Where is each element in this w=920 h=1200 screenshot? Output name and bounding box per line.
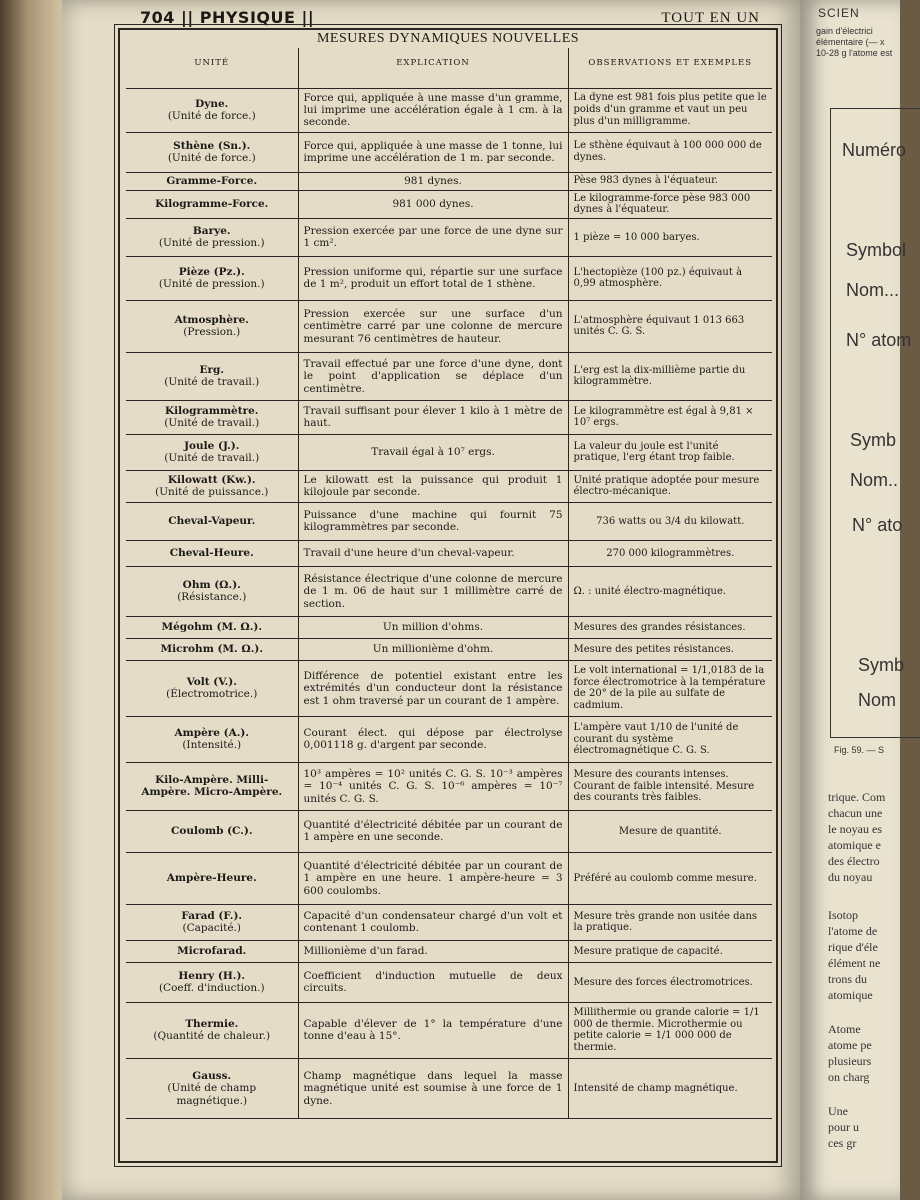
table-row — [126, 716, 772, 762]
unit-subtitle: (Unité de pression.) — [158, 237, 265, 250]
observation-cell: L'ampère vaut 1/10 de l'unité de courant du système électromagnétique C. G. S. — [568, 716, 772, 762]
right-page — [800, 0, 912, 1200]
observation-cell: 1 pièze = 10 000 baryes. — [568, 218, 772, 256]
unit-subtitle: (Unité de champ magnétique.) — [167, 1082, 257, 1107]
observation-cell: Le kilogramme-force pèse 983 000 dynes à l'équateur. — [568, 190, 772, 218]
observation-cell: Le volt international = 1/1,0183 de la force électromotrice à la température de 20° de la pile au sulfate de cadmium. — [568, 660, 772, 716]
element-field-label: Numéro — [842, 140, 907, 160]
unit-subtitle: (Unité de force.) — [167, 152, 256, 164]
explication-cell: Courant élect. qui dépose par électrolyse 0,001118 g. d'argent par seconde. — [298, 716, 568, 762]
explication-cell: Champ magnétique dans lequel la masse magnétique unité est soumise à une force de 1 dyne. — [298, 1058, 568, 1118]
observation-cell: Millithermie ou grande calorie = 1/1 000 de thermie. Microthermie ou petite calorie = 1/1 000 000 de thermie. — [568, 1002, 772, 1058]
table-row — [126, 132, 772, 172]
unit-name: Kilowatt (Kw.). — [167, 474, 256, 487]
unit-cell — [126, 904, 298, 940]
unit-name: Thermie. — [185, 1018, 239, 1031]
observation-cell: Unité pratique adoptée pour mesure électro-mécanique. — [568, 470, 772, 502]
unit-cell — [126, 810, 298, 852]
explication-cell: Un millionième d'ohm. — [298, 638, 568, 660]
unit-cell — [126, 660, 298, 716]
unit-cell — [126, 400, 298, 434]
explication-cell: Pression exercée sur une surface d'un centimètre carré par une colonne de mercure mesurant 76 centimètres de hauteur. — [298, 300, 568, 352]
right-page-text-line: ces gr — [828, 1136, 857, 1150]
right-page-text-line: Isotop — [828, 908, 858, 922]
unit-subtitle: (Unité de travail.) — [164, 376, 260, 389]
right-page-text-line: élément ne — [828, 956, 881, 970]
table-title: MESURES DYNAMIQUES NOUVELLES — [316, 31, 580, 46]
table-row — [126, 256, 772, 300]
table-row — [126, 762, 772, 810]
observation-cell: 270 000 kilogrammètres. — [568, 540, 772, 566]
explication-cell: 10³ ampères = 10² unités C. G. S. 10⁻³ ampères = 10⁻⁴ unités C. G. S. 10⁻⁶ ampères = 10⁻⁷ unités C. G. S. — [298, 762, 568, 810]
unit-name: Microhm (M. Ω.). — [160, 643, 263, 656]
unit-name: Pièze (Pz.). — [178, 266, 245, 279]
observation-cell: Intensité de champ magnétique. — [568, 1058, 772, 1118]
table-row — [126, 502, 772, 540]
unit-name: Cheval-Vapeur. — [168, 515, 256, 528]
right-page-text-line: plusieurs — [828, 1054, 872, 1068]
unit-subtitle: (Unité de travail.) — [164, 452, 260, 465]
unit-name: Ohm (Ω.). — [182, 579, 241, 592]
unit-name: Kilogramme-Force. — [155, 198, 269, 211]
unit-name: Gauss. — [192, 1069, 232, 1082]
right-page-text-line: trons du — [828, 972, 867, 986]
observation-cell: Mesure des petites résistances. — [568, 638, 772, 660]
observation-cell: La dyne est 981 fois plus petite que le poids d'un gramme et vaut un peu plus d'un milligramme. — [568, 88, 772, 132]
element-field-label: Nom.. — [850, 470, 899, 490]
column-header-unite: UNITÉ — [126, 48, 298, 88]
element-field-label: N° ato — [852, 515, 903, 535]
explication-cell: Résistance électrique d'une colonne de mercure de 1 m. 06 de haut sur 1 millimètre carré de section. — [298, 566, 568, 616]
table-row — [126, 638, 772, 660]
unit-cell — [126, 852, 298, 904]
explication-cell: Travail d'une heure d'un cheval-vapeur. — [298, 540, 568, 566]
explication-cell: Travail égal à 10⁷ ergs. — [298, 434, 568, 470]
units-table — [126, 48, 772, 1119]
unit-cell — [126, 190, 298, 218]
unit-cell — [126, 172, 298, 190]
unit-name: Gramme-Force. — [166, 174, 258, 187]
table-row — [126, 566, 772, 616]
table-row — [126, 540, 772, 566]
table-row — [126, 904, 772, 940]
observation-cell: Mesures des grandes résistances. — [568, 616, 772, 638]
explication-cell: 981 000 dynes. — [298, 190, 568, 218]
observation-cell: Préféré au coulomb comme mesure. — [568, 852, 772, 904]
observation-cell: 736 watts ou 3/4 du kilowatt. — [568, 502, 772, 540]
unit-subtitle: (Capacité.) — [182, 922, 241, 935]
explication-cell: Pression uniforme qui, répartie sur une surface de 1 m², produit un effort total de 1 sthène. — [298, 256, 568, 300]
unit-cell — [126, 616, 298, 638]
unit-subtitle: (Unité de pression.) — [158, 278, 265, 291]
unit-subtitle: (Unité de travail.) — [164, 417, 260, 430]
right-page-text-line: trique. Com — [828, 790, 886, 804]
page-number-label: 704 || PHYSIQUE || — [140, 8, 315, 27]
unit-cell — [126, 256, 298, 300]
observation-cell: Mesure des forces électromotrices. — [568, 962, 772, 1002]
element-field-label: Symb — [858, 655, 905, 675]
observation-cell: L'erg est la dix-millième partie du kilogrammètre. — [568, 352, 772, 400]
observation-cell: Mesure des courants intenses. Courant de faible intensité. Mesure des courants très faibles. — [568, 762, 772, 810]
column-header-observations: OBSERVATIONS ET EXEMPLES — [568, 48, 772, 88]
explication-cell: Le kilowatt est la puissance qui produit 1 kilojoule par seconde. — [298, 470, 568, 502]
unit-subtitle: (Quantité de chaleur.) — [153, 1030, 271, 1043]
right-page-text-line: pour u — [828, 1120, 859, 1134]
unit-cell — [126, 352, 298, 400]
explication-cell: Travail effectué par une force d'une dyne, dont le point d'application se déplace d'un centimètre. — [298, 352, 568, 400]
unit-name: Microfarad. — [177, 945, 247, 958]
unit-name: Kilo-Ampère. Milli-Ampère. Micro-Ampère. — [141, 774, 283, 799]
unit-cell — [126, 132, 298, 172]
unit-cell — [126, 962, 298, 1002]
table-row — [126, 470, 772, 502]
explication-cell: Pression exercée par une force de une dyne sur 1 cm². — [298, 218, 568, 256]
explication-cell: Capable d'élever de 1° la température d'une tonne d'eau à 15°. — [298, 1002, 568, 1058]
table-row — [126, 940, 772, 962]
table-row — [126, 172, 772, 190]
running-title: TOUT EN UN — [661, 10, 760, 26]
right-page-text-line: le noyau es — [828, 822, 882, 836]
right-page-text-line: Atome — [828, 1022, 861, 1036]
element-field-label: Nom... — [846, 280, 900, 300]
right-page-text-line: chacun une — [828, 806, 883, 820]
unit-cell — [126, 502, 298, 540]
table-row — [126, 88, 772, 132]
unit-cell — [126, 566, 298, 616]
unit-subtitle: (Électromotrice.) — [166, 688, 258, 701]
unit-name: Barye. — [192, 225, 231, 238]
unit-name: Sthène (Sn.). — [173, 139, 251, 152]
observation-cell: Le kilogrammètre est égal à 9,81 × 10⁷ ergs. — [568, 400, 772, 434]
table-row — [126, 962, 772, 1002]
table-header-row — [126, 48, 772, 88]
element-box — [830, 108, 920, 738]
explication-cell: Un million d'ohms. — [298, 616, 568, 638]
right-page-text-line: rique d'éle — [828, 940, 878, 954]
unit-cell — [126, 88, 298, 132]
unit-cell — [126, 540, 298, 566]
unit-subtitle: (Résistance.) — [177, 591, 247, 604]
observation-cell: Mesure de quantité. — [568, 810, 772, 852]
unit-subtitle: (Unité de puissance.) — [155, 486, 269, 499]
unit-cell — [126, 218, 298, 256]
unit-subtitle: (Intensité.) — [182, 739, 242, 752]
explication-cell: Capacité d'un condensateur chargé d'un volt et contenant 1 coulomb. — [298, 904, 568, 940]
table-row — [126, 1002, 772, 1058]
table-row — [126, 434, 772, 470]
element-field-label: Symb — [850, 430, 897, 450]
unit-name: Farad (F.). — [181, 910, 243, 923]
unit-cell — [126, 300, 298, 352]
right-page-text-line: l'atome de — [828, 924, 878, 938]
right-page-text-line: des électro — [828, 854, 880, 868]
right-page-top-text: gain d'électrici élémentaire (— x 10-28 g l'atome est — [816, 26, 893, 58]
observation-cell: Le sthène équivaut à 100 000 000 de dynes. — [568, 132, 772, 172]
unit-name: Joule (J.). — [184, 440, 240, 453]
table-row — [126, 1058, 772, 1118]
table-row — [126, 616, 772, 638]
right-page-text-line: on charg — [828, 1070, 870, 1084]
column-header-explication: EXPLICATION — [298, 48, 568, 88]
unit-subtitle: (Coeff. d'induction.) — [158, 982, 265, 995]
observation-cell: Mesure pratique de capacité. — [568, 940, 772, 962]
explication-cell: 981 dynes. — [298, 172, 568, 190]
unit-cell — [126, 1058, 298, 1118]
unit-cell — [126, 940, 298, 962]
element-field-label: N° atom — [846, 330, 912, 350]
explication-cell: Quantité d'électricité débitée par un courant de 1 ampère en une heure. 1 ampère-heure = 3 600 coulombs. — [298, 852, 568, 904]
explication-cell: Différence de potentiel existant entre les extrémités d'un conducteur dont la résistance est 1 ohm traversé par un courant de 1 ampère. — [298, 660, 568, 716]
explication-cell: Force qui, appliquée à une masse de 1 tonne, lui imprime une accélération de 1 m. par seconde. — [298, 132, 568, 172]
explication-cell: Puissance d'une machine qui fournit 75 kilogrammètres par seconde. — [298, 502, 568, 540]
table-row — [126, 190, 772, 218]
page-header — [140, 8, 760, 30]
table-frame — [118, 28, 778, 1163]
observation-cell: L'hectopièze (100 pz.) équivaut à 0,99 atmosphère. — [568, 256, 772, 300]
unit-cell — [126, 762, 298, 810]
explication-cell: Coefficient d'induction mutuelle de deux circuits. — [298, 962, 568, 1002]
figure-caption: Fig. 59. — S — [834, 745, 885, 755]
unit-cell — [126, 434, 298, 470]
unit-subtitle: (Pression.) — [183, 326, 241, 339]
unit-name: Cheval-Heure. — [169, 547, 254, 560]
explication-cell: Millionième d'un farad. — [298, 940, 568, 962]
table-row — [126, 218, 772, 256]
right-page-text-line: Une — [828, 1104, 848, 1118]
observation-cell: L'atmosphère équivaut 1 013 663 unités C. G. S. — [568, 300, 772, 352]
table-row — [126, 400, 772, 434]
right-page-text-line: atomique e — [828, 838, 881, 852]
right-page-text-line: atomique — [828, 988, 873, 1002]
table-row — [126, 660, 772, 716]
unit-name: Ampère-Heure. — [166, 872, 257, 885]
observation-cell: Mesure très grande non usitée dans la pratique. — [568, 904, 772, 940]
unit-name: Coulomb (C.). — [170, 825, 253, 838]
explication-cell: Force qui, appliquée à une masse d'un gramme, lui imprime une accélération égale à 1 cm. à la seconde. — [298, 88, 568, 132]
unit-cell — [126, 716, 298, 762]
right-page-text-line: du noyau — [828, 870, 873, 884]
unit-name: Dyne. — [195, 97, 229, 110]
table-row — [126, 810, 772, 852]
element-field-label: Symbol — [846, 240, 907, 260]
unit-cell — [126, 470, 298, 502]
unit-cell — [126, 638, 298, 660]
unit-subtitle: (Unité de force.) — [167, 110, 256, 122]
table-row — [126, 852, 772, 904]
unit-cell — [126, 1002, 298, 1058]
table-row — [126, 300, 772, 352]
unit-name: Henry (H.). — [178, 970, 246, 983]
observation-cell: Ω. : unité électro-magnétique. — [568, 566, 772, 616]
explication-cell: Travail suffisant pour élever 1 kilo à 1 mètre de haut. — [298, 400, 568, 434]
unit-name: Erg. — [199, 364, 225, 377]
right-page-text-line: atome pe — [828, 1038, 872, 1052]
unit-name: Mégohm (M. Ω.). — [161, 621, 263, 634]
right-page-header: SCIEN — [818, 6, 860, 20]
observation-cell: Pèse 983 dynes à l'équateur. — [568, 172, 772, 190]
element-field-label: Nom — [858, 690, 897, 710]
unit-name: Atmosphère. — [174, 314, 249, 327]
unit-name: Ampère (A.). — [174, 727, 250, 740]
explication-cell: Quantité d'électricité débitée par un courant de 1 ampère en une seconde. — [298, 810, 568, 852]
observation-cell: La valeur du joule est l'unité pratique, l'erg étant trop faible. — [568, 434, 772, 470]
unit-name: Kilogrammètre. — [165, 405, 259, 418]
table-row — [126, 352, 772, 400]
unit-name: Volt (V.). — [186, 676, 237, 689]
